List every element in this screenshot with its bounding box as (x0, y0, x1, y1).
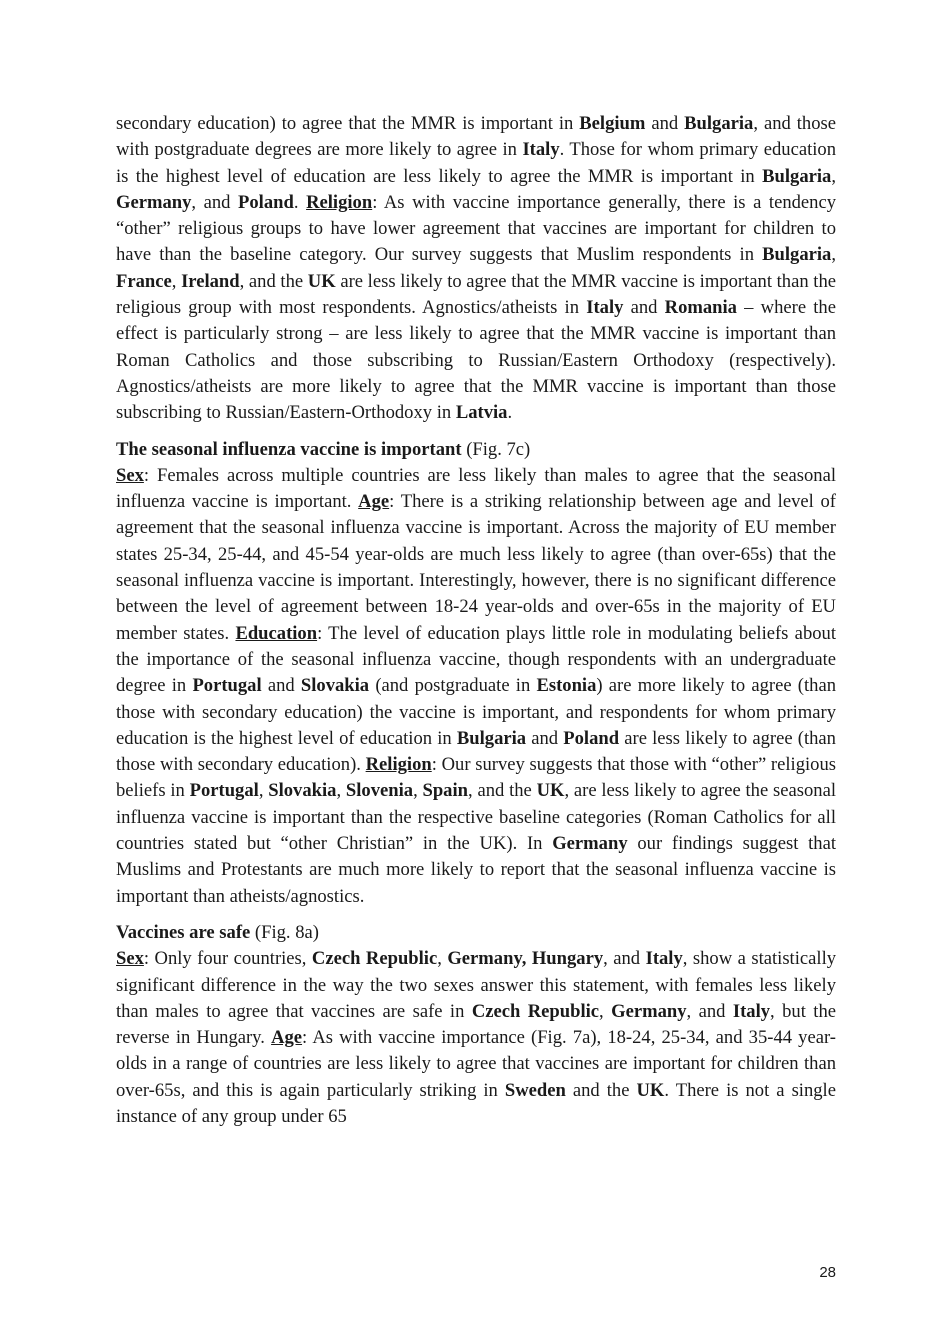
section-heading-safe: Vaccines are safe (Fig. 8a) (116, 921, 319, 943)
sex-keyword: Sex (116, 948, 144, 970)
page-number: 28 (819, 1264, 836, 1281)
age-keyword: Age (271, 1027, 303, 1049)
religion-keyword: Religion (365, 754, 432, 776)
section-heading-influenza: The seasonal influenza vaccine is important (Fig. 7c) (116, 438, 531, 460)
paragraph-mmr-continued: secondary education) to agree that the MMR is important in Belgium and Bulgaria, and those with postgraduate degrees are more likely to agree in Italy. Those for whom primary education is the highest level of education are less likely to agree the MMR is important in Bulgaria, Germany, and Poland. Religion: As with vaccine importance generally, there is a tendency “other” religious groups to have lower agreement that vaccines are important for children to have than the baseline category. Our survey suggests that Muslim respondents in Bulgaria, France, Ireland, and the UK are less likely to agree that the MMR vaccine is important than the religious group with most respondents. Agnostics/atheists in Italy and Romania – where the effect is particularly strong – are less likely to agree that the MMR vaccine is important than Roman Catholics and those subscribing to Russian/Eastern Orthodoxy (respectively). Agnostics/atheists are more likely to agree that the MMR vaccine is important than those subscribing to Russian/Eastern-Orthodoxy in Latvia. (116, 113, 837, 424)
paragraph-influenza: Sex: Females across multiple countries are less likely than males to agree that the seasonal influenza vaccine is important. Age: There is a striking relationship between age and level of agreement that the seasonal influenza vaccine is important. Across the majority of EU member states 25-34, 25-44, and 45-54 year-olds are much less likely to agree (than over-65s) that the seasonal influenza vaccine is important. Interestingly, however, there is no significant difference between the level of agreement between 18-24 year-olds and over-65s in the majority of EU member states. Education: The level of education plays little role in modulating beliefs about the importance of the seasonal influenza vaccine, though respondents with an undergraduate degree in Portugal and Slovakia (and postgraduate in Estonia) are more likely to agree (than those with secondary education) the vaccine is important, and respondents for whom primary education is the highest level of education in Bulgaria and Poland are less likely to agree (than those with secondary education). Religion: Our survey suggests that those with “other” religious beliefs in Portugal, Slovakia, Slovenia, Spain, and the UK, are less likely to agree the seasonal influenza vaccine is important than the respective baseline categories (Roman Catholics for all countries stated but “other Christian” in the UK). In Germany our findings suggest that Muslims and Protestants are much more likely to report that the seasonal influenza vaccine is important than atheists/agnostics. (116, 464, 836, 907)
religion-keyword: Religion (306, 191, 373, 213)
paragraph-safe: Sex: Only four countries, Czech Republic, Germany, Hungary, and Italy, show a statistically significant difference in the way the two sexes answer this statement, with females less likely than males to agree that vaccines are safe in Czech Republic, Germany, and Italy, but the reverse in Hungary. Age: As with vaccine importance (Fig. 7a), 18-24, 25-34, and 35-44 year-olds in a range of countries are less likely to agree that vaccines are important for children than over-65s, and this is again particularly striking in Sweden and the UK. There is not a single instance of any group under 65 (116, 948, 837, 1127)
education-keyword: Education (235, 622, 318, 644)
sex-keyword: Sex (116, 464, 144, 486)
age-keyword: Age (358, 491, 390, 513)
page-body (116, 111, 836, 1130)
